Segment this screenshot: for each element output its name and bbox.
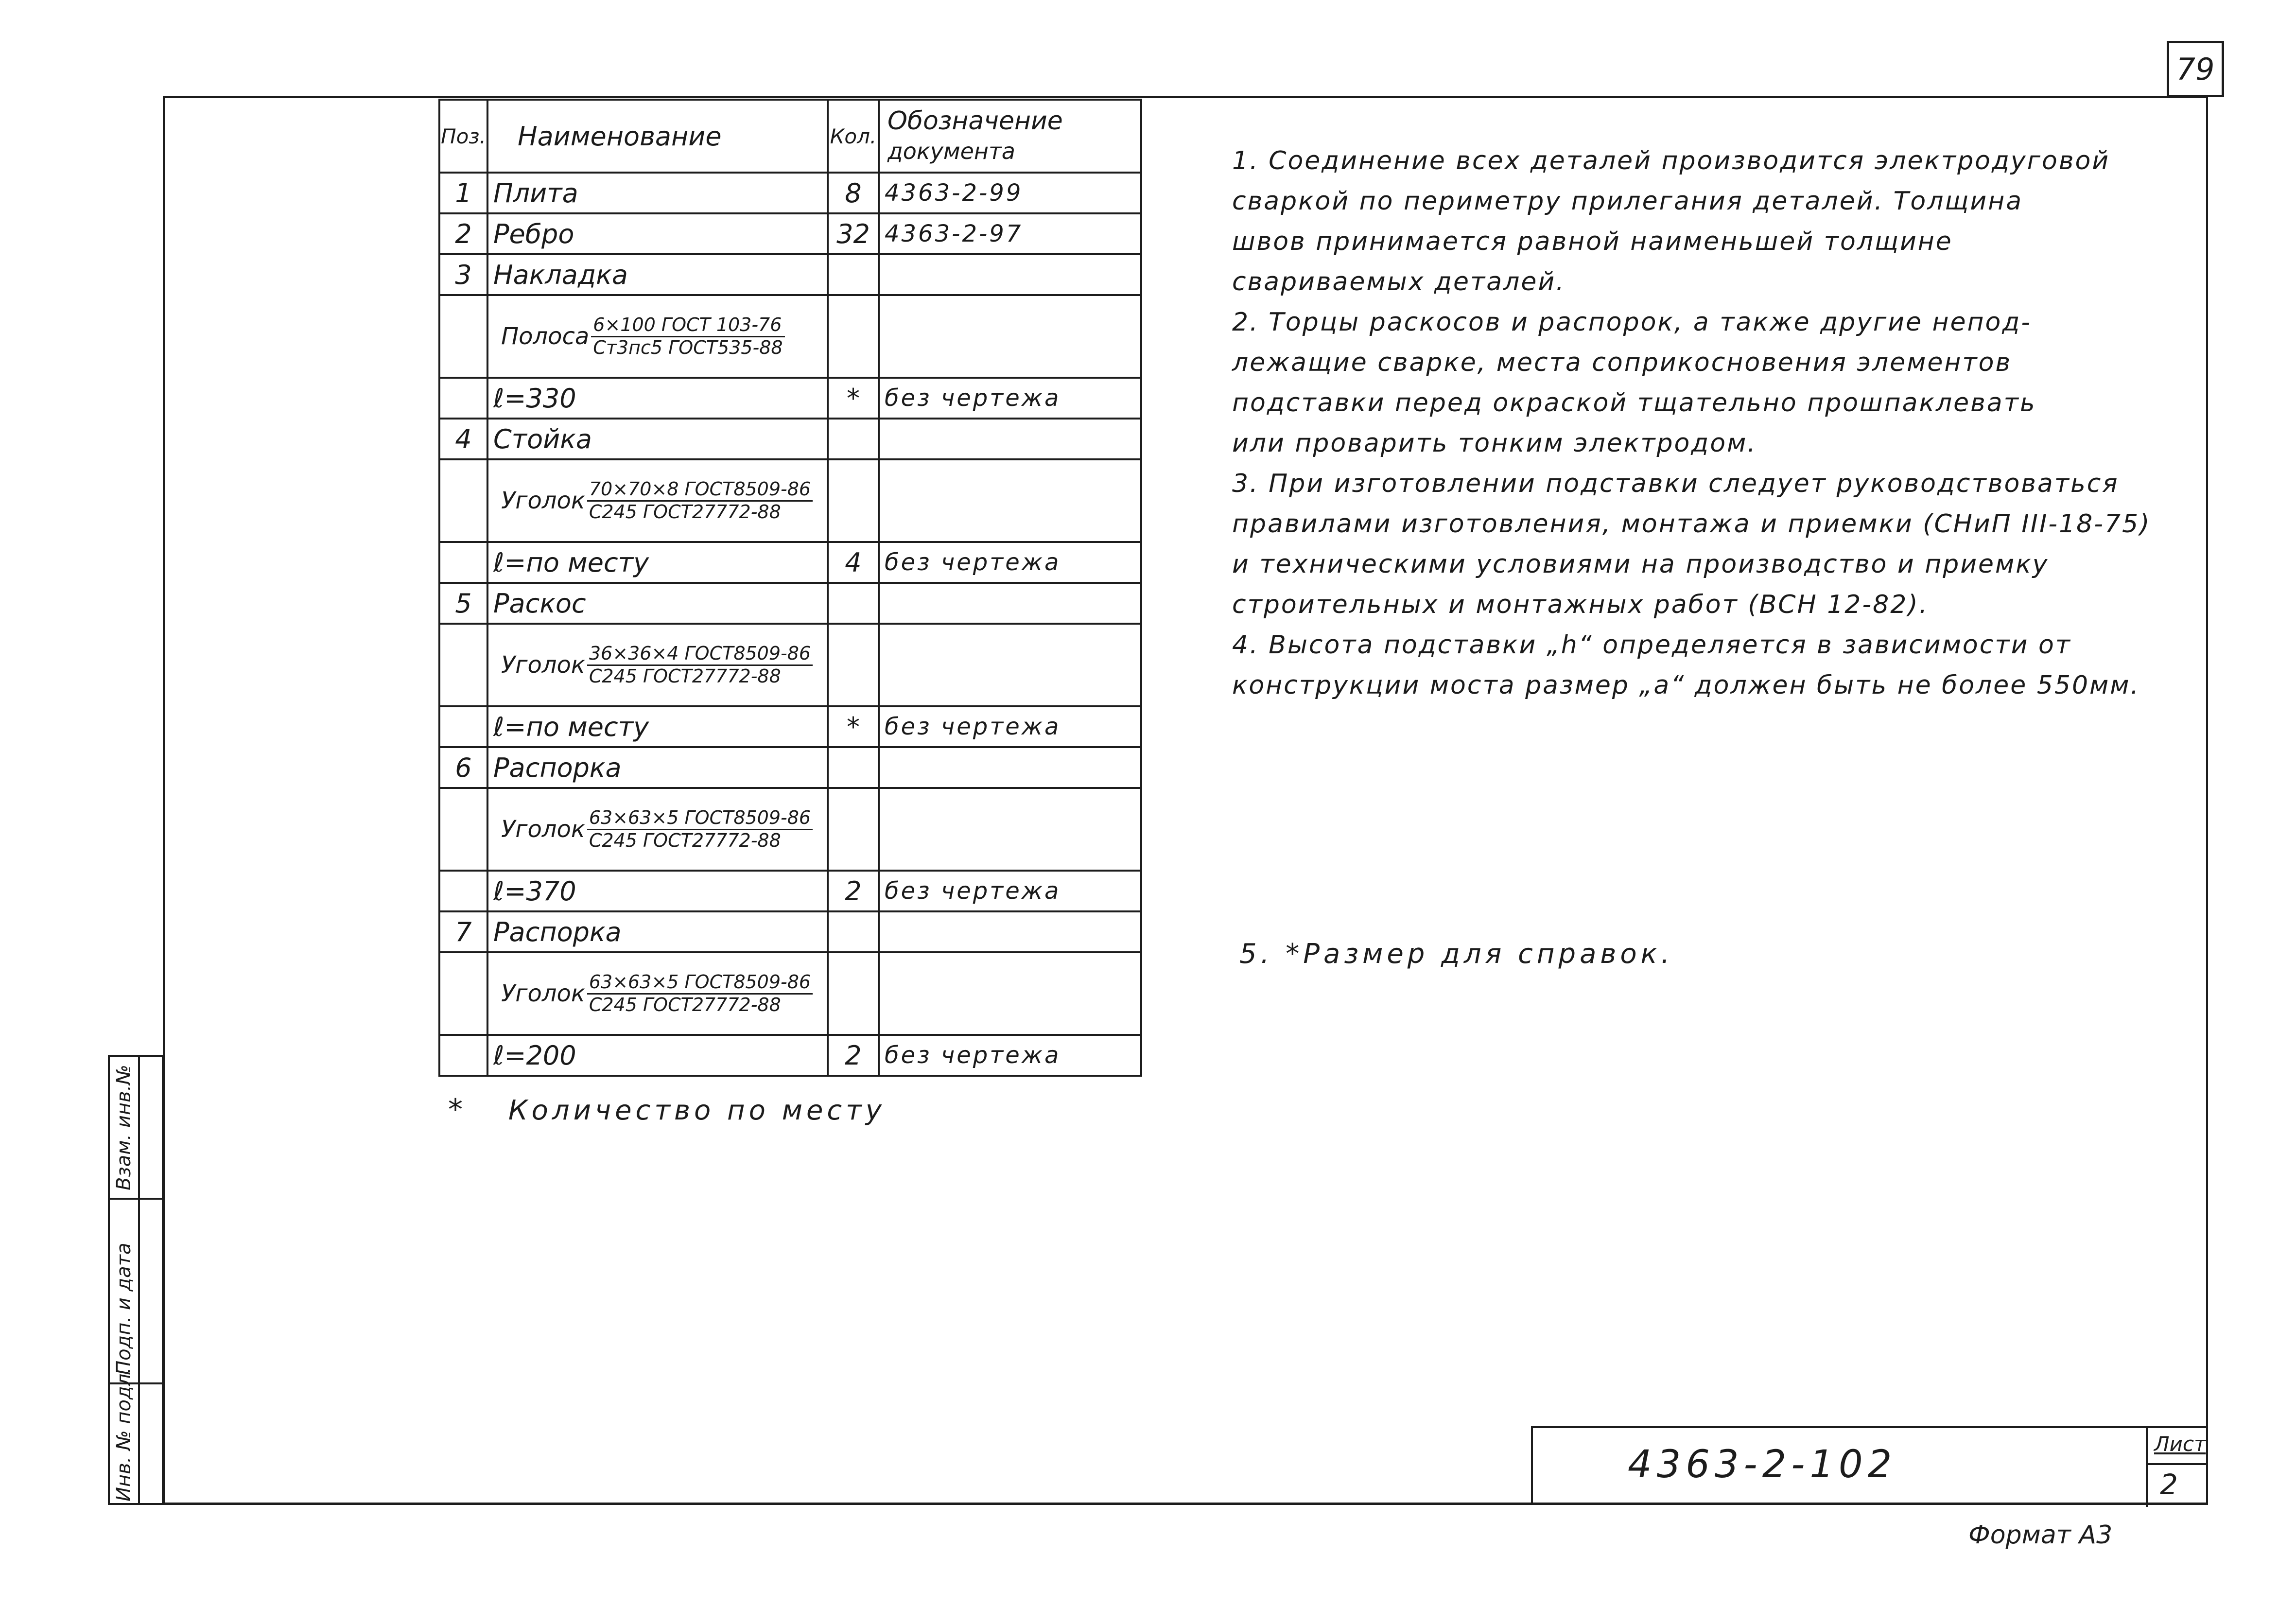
side-text-sign: Подп. и дата: [113, 1242, 135, 1375]
table-header-row: [439, 100, 1141, 173]
cell-qty: 32: [828, 213, 879, 254]
cell-qty: *: [828, 706, 879, 747]
cell-qty: 2: [828, 871, 879, 911]
cell-pos: 5: [439, 583, 487, 624]
table-row: [439, 706, 1141, 747]
cell-pos: [439, 624, 487, 706]
material-name: Уголок: [501, 816, 585, 843]
cell-doc: без чертежа: [879, 378, 1141, 419]
material-profile: 63×63×5 ГОСТ8509-86: [587, 807, 813, 830]
cell-name: [487, 624, 828, 706]
doc-number: 4363-2-102: [1628, 1443, 1897, 1486]
material-name: Уголок: [501, 487, 585, 514]
header-doc: [879, 100, 1141, 173]
cell-qty: [828, 419, 879, 459]
cell-qty: [828, 624, 879, 706]
cell-pos: 7: [439, 911, 487, 952]
material-spec: [591, 315, 784, 358]
cell-qty: 4: [828, 542, 879, 583]
material-steel: С245 ГОСТ27772-88: [589, 665, 781, 687]
cell-doc: [879, 747, 1141, 788]
material-steel: С245 ГОСТ27772-88: [589, 829, 781, 851]
header-doc-line1: Обозначение: [887, 106, 1063, 136]
table-row: [439, 295, 1141, 378]
cell-qty: [828, 459, 879, 542]
cell-name: ℓ=200: [487, 1035, 828, 1076]
cell-doc: 4363-2-97: [879, 213, 1141, 254]
cell-pos: [439, 1035, 487, 1076]
table-row: [439, 1035, 1141, 1076]
title-block: [1531, 1426, 2208, 1505]
sheet-label: Лист: [2154, 1432, 2206, 1456]
note-line: свариваемых деталей.: [1232, 267, 1565, 297]
material-name: Уголок: [501, 980, 585, 1007]
cell-doc: [879, 459, 1141, 542]
header-qty: Кол.: [828, 100, 879, 173]
cell-pos: 2: [439, 213, 487, 254]
cell-name: ℓ=по месту: [487, 542, 828, 583]
cell-pos: [439, 871, 487, 911]
cell-doc: без чертежа: [879, 542, 1141, 583]
note-5: 5. *Размер для справок.: [1239, 938, 1674, 970]
cell-doc: [879, 254, 1141, 295]
cell-name: [487, 459, 828, 542]
header-pos: Поз.: [439, 100, 487, 173]
table-row: [439, 459, 1141, 542]
footnote-text: Количество по месту: [508, 1095, 886, 1126]
cell-doc: [879, 419, 1141, 459]
table-row: [439, 911, 1141, 952]
cell-name: Накладка: [487, 254, 828, 295]
cell-doc: без чертежа: [879, 871, 1141, 911]
format-label: Формат А3: [1968, 1521, 2113, 1550]
table-row: [439, 254, 1141, 295]
table-body: [439, 173, 1141, 1076]
material-profile: 6×100 ГОСТ 103-76: [591, 315, 784, 337]
note-line: лежащие сварке, места соприкосновения элементов: [1232, 348, 2012, 377]
material-steel: С245 ГОСТ27772-88: [589, 501, 781, 523]
cell-pos: 4: [439, 419, 487, 459]
cell-qty: 8: [828, 173, 879, 213]
material-spec: [587, 972, 813, 1015]
table-row: [439, 542, 1141, 583]
cell-pos: 6: [439, 747, 487, 788]
specification-table: [438, 99, 1142, 1077]
material-spec: [587, 479, 813, 523]
table-row: [439, 583, 1141, 624]
note-line: строительных и монтажных работ (ВСН 12-82).: [1232, 590, 1929, 619]
cell-pos: [439, 542, 487, 583]
cell-doc: [879, 624, 1141, 706]
cell-qty: [828, 295, 879, 378]
cell-name: ℓ=330: [487, 378, 828, 419]
sheet-number: 2: [2160, 1468, 2178, 1501]
sheet-divider: [2146, 1463, 2208, 1465]
cell-name: [487, 788, 828, 871]
table-row: [439, 788, 1141, 871]
note-line: или проварить тонким электродом.: [1232, 429, 1757, 458]
cell-name: Раскос: [487, 583, 828, 624]
footnote: [448, 1093, 886, 1127]
note-line: и техническими условиями на производство и приемку: [1232, 550, 2049, 579]
side-text-replace: Взам. инв.№: [113, 1065, 135, 1190]
cell-name: [487, 295, 828, 378]
table-row: [439, 213, 1141, 254]
material-steel: Ст3пс5 ГОСТ535-88: [593, 336, 783, 358]
material-profile: 63×63×5 ГОСТ8509-86: [587, 972, 813, 995]
cell-doc: [879, 295, 1141, 378]
side-cell-inv: [110, 1367, 162, 1504]
note-line: 2. Торцы раскосов и распорок, а также другие непод-: [1232, 308, 2032, 337]
cell-qty: [828, 788, 879, 871]
page-number: 79: [2167, 41, 2224, 97]
note-line: конструкции моста размер „a“ должен быть не более 550мм.: [1232, 671, 2140, 700]
cell-qty: [828, 952, 879, 1035]
note-line: 1. Соединение всех деталей производится электродуговой: [1232, 146, 2110, 175]
cell-pos: [439, 459, 487, 542]
note-line: сваркой по периметру прилегания деталей. Толщина: [1232, 187, 2023, 216]
cell-qty: *: [828, 378, 879, 419]
cell-pos: 3: [439, 254, 487, 295]
cell-pos: [439, 378, 487, 419]
cell-name: Стойка: [487, 419, 828, 459]
notes-block: [1232, 141, 2199, 706]
side-cell-replace: [110, 1057, 162, 1200]
cell-name: ℓ=370: [487, 871, 828, 911]
cell-name: Распорка: [487, 747, 828, 788]
table-row: [439, 173, 1141, 213]
cell-pos: 1: [439, 173, 487, 213]
cell-name: Ребро: [487, 213, 828, 254]
cell-name: Распорка: [487, 911, 828, 952]
material-profile: 70×70×8 ГОСТ8509-86: [587, 479, 813, 502]
cell-doc: без чертежа: [879, 706, 1141, 747]
cell-pos: [439, 788, 487, 871]
side-text-inv: Инв. № подл.: [113, 1367, 135, 1502]
table-row: [439, 952, 1141, 1035]
cell-qty: [828, 583, 879, 624]
note-line: правилами изготовления, монтажа и приемки (СНиП III-18-75): [1232, 509, 2151, 539]
cell-name: [487, 952, 828, 1035]
header-name: Наименование: [487, 100, 828, 173]
table-row: [439, 624, 1141, 706]
cell-qty: [828, 911, 879, 952]
cell-qty: [828, 254, 879, 295]
material-profile: 36×36×4 ГОСТ8509-86: [587, 643, 813, 666]
cell-doc: [879, 583, 1141, 624]
table-row: [439, 747, 1141, 788]
side-cell-sign: [110, 1198, 162, 1384]
table-row: [439, 871, 1141, 911]
cell-doc: без чертежа: [879, 1035, 1141, 1076]
cell-doc: [879, 788, 1141, 871]
cell-pos: [439, 706, 487, 747]
material-spec: [587, 643, 813, 687]
note-line: 3. При изготовлении подставки следует руководствоваться: [1232, 469, 2119, 498]
material-name: Уголок: [501, 651, 585, 679]
cell-name: ℓ=по месту: [487, 706, 828, 747]
cell-qty: [828, 747, 879, 788]
cell-doc: 4363-2-99: [879, 173, 1141, 213]
footnote-mark: *: [448, 1093, 467, 1127]
header-doc-line2: документа: [887, 138, 1015, 164]
material-spec: [587, 807, 813, 851]
note-line: швов принимается равной наименьшей толщине: [1232, 227, 1953, 256]
cell-name: Плита: [487, 173, 828, 213]
cell-qty: 2: [828, 1035, 879, 1076]
note-line: подставки перед окраской тщательно прошпаклевать: [1232, 388, 2036, 418]
cell-pos: [439, 952, 487, 1035]
side-strip: [108, 1055, 164, 1505]
cell-pos: [439, 295, 487, 378]
table-row: [439, 378, 1141, 419]
side-divider: [138, 1057, 140, 1504]
title-block-divider: [2146, 1428, 2148, 1507]
table-row: [439, 419, 1141, 459]
cell-doc: [879, 911, 1141, 952]
cell-doc: [879, 952, 1141, 1035]
note-line: 4. Высота подставки „h“ определяется в зависимости от: [1232, 630, 2072, 660]
material-steel: С245 ГОСТ27772-88: [589, 994, 781, 1015]
material-name: Полоса: [501, 323, 590, 350]
